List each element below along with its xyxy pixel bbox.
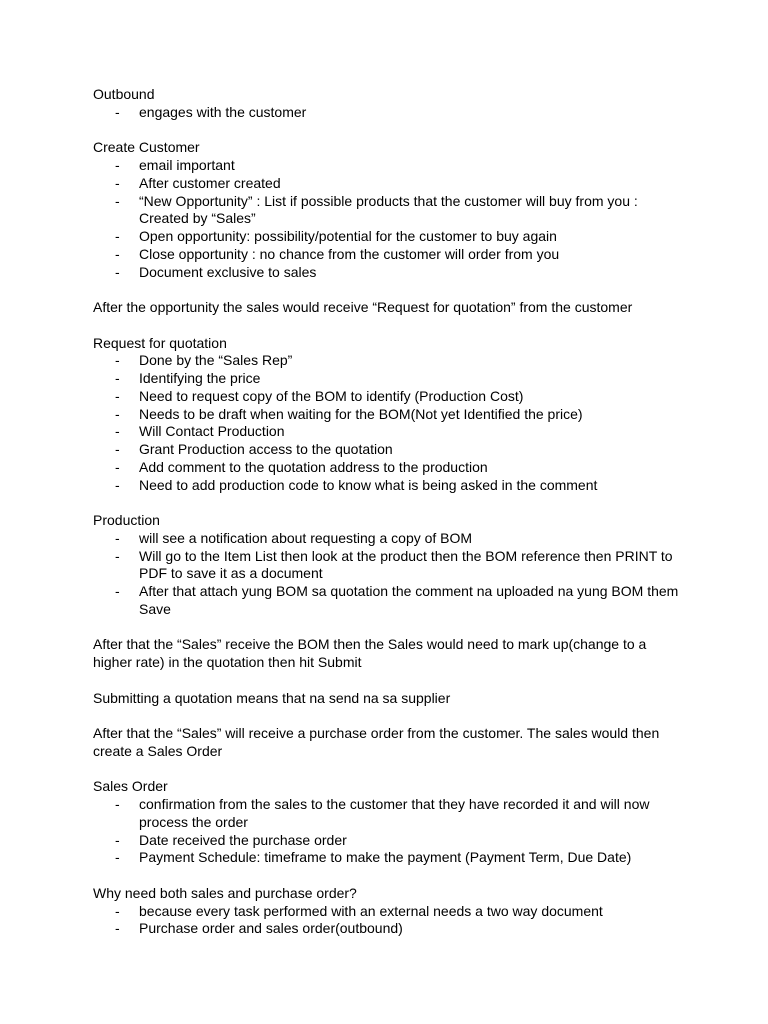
bullet-list [93, 157, 683, 281]
list-item-text: Needs to be draft when waiting for the BOM(Not yet Identified the price) [139, 405, 583, 422]
list-item-text: Payment Schedule: timeframe to make the payment (Payment Term, Due Date) [139, 849, 632, 866]
list-item [93, 459, 683, 477]
list-item [93, 903, 683, 921]
section [93, 512, 683, 619]
list-item-text: because every task performed with an external needs a two way document [139, 902, 603, 919]
list-item-text: “New Opportunity” : List if possible products that the customer will buy from you : Created by “Sales” [139, 192, 638, 227]
section-heading: Why need both sales and purchase order? [93, 884, 357, 901]
list-item [93, 849, 683, 867]
dash-bullet: - [115, 831, 120, 848]
bullet-list [93, 796, 683, 867]
list-item-text: confirmation from the sales to the customer that they have recorded it and will now process the order [139, 796, 650, 830]
list-item [93, 423, 683, 441]
list-item [93, 388, 683, 406]
list-item-text: Close opportunity : no chance from the customer will order from you [139, 245, 560, 262]
dash-bullet: - [115, 174, 120, 191]
section [93, 725, 683, 761]
list-item [93, 832, 683, 850]
list-item [93, 406, 683, 424]
list-item-text: Done by the “Sales Rep” [139, 352, 293, 369]
list-item-text: email important [139, 157, 235, 173]
list-item [93, 441, 683, 459]
dash-bullet: - [115, 458, 120, 475]
list-item-text: After that attach yung BOM sa quotation the comment na uploaded na yung BOM them Save [139, 583, 679, 617]
list-item [93, 104, 683, 122]
list-item [93, 583, 683, 619]
dash-bullet: - [115, 245, 120, 262]
section [93, 690, 683, 708]
list-item [93, 175, 683, 193]
list-item [93, 228, 683, 246]
section-heading: Request for quotation [93, 334, 227, 351]
section [93, 299, 683, 317]
dash-bullet: - [115, 228, 120, 244]
section [93, 778, 683, 867]
section-heading: Outbound [93, 86, 155, 102]
dash-bullet: - [115, 352, 120, 369]
list-item [93, 796, 683, 832]
list-item-text: engages with the customer [139, 103, 307, 120]
paragraph: After that the “Sales” receive the BOM then the Sales would need to mark up(change to a higher rate) in the quotation then hit Submit [93, 636, 647, 670]
section [93, 139, 683, 281]
document-body [93, 86, 683, 938]
dash-bullet: - [115, 405, 120, 422]
bullet-list [93, 530, 683, 619]
list-item-text: Need to add production code to know what is being asked in the comment [139, 476, 598, 493]
dash-bullet: - [115, 263, 120, 280]
list-item-text: will see a notification about requesting a copy of BOM [139, 529, 473, 546]
list-item-text: Need to request copy of the BOM to identify (Production Cost) [139, 387, 524, 404]
list-item [93, 370, 683, 388]
paragraph: Submitting a quotation means that na send na sa supplier [93, 689, 451, 706]
list-item [93, 530, 683, 548]
list-item [93, 246, 683, 264]
dash-bullet: - [115, 192, 120, 209]
dash-bullet: - [115, 370, 120, 386]
dash-bullet: - [115, 476, 120, 493]
list-item-text: Add comment to the quotation address to the production [139, 458, 488, 475]
dash-bullet: - [115, 583, 120, 599]
dash-bullet: - [115, 529, 120, 546]
dash-bullet: - [115, 902, 120, 919]
section-heading: Production [93, 512, 160, 528]
section-heading: Sales Order [93, 778, 168, 795]
dash-bullet: - [115, 103, 120, 120]
list-item [93, 352, 683, 370]
paragraph: After that the “Sales” will receive a purchase order from the customer. The sales would then create a Sales Order [93, 725, 660, 759]
list-item-text: Document exclusive to sales [139, 263, 317, 280]
dash-bullet: - [115, 796, 120, 812]
bullet-list [93, 352, 683, 494]
list-item-text: Purchase order and sales order(outbound) [139, 920, 403, 937]
list-item [93, 477, 683, 495]
section [93, 335, 683, 495]
list-item-text: Date received the purchase order [139, 831, 347, 848]
dash-bullet: - [115, 547, 120, 564]
list-item-text: Grant Production access to the quotation [139, 441, 393, 457]
list-item [93, 157, 683, 175]
dash-bullet: - [115, 157, 120, 173]
dash-bullet: - [115, 441, 120, 457]
list-item-text: Will Contact Production [139, 423, 285, 440]
dash-bullet: - [115, 423, 120, 440]
section [93, 885, 683, 938]
list-item [93, 548, 683, 584]
list-item [93, 920, 683, 938]
bullet-list [93, 104, 683, 122]
dash-bullet: - [115, 849, 120, 866]
list-item-text: Will go to the Item List then look at the product then the BOM reference then PRINT to PDF to save it as a document [139, 547, 673, 582]
section [93, 86, 683, 122]
list-item-text: Identifying the price [139, 370, 261, 386]
dash-bullet: - [115, 920, 120, 937]
paragraph: After the opportunity the sales would receive “Request for quotation” from the customer [93, 299, 633, 315]
section-heading: Create Customer [93, 139, 200, 156]
bullet-list [93, 903, 683, 939]
list-item [93, 264, 683, 282]
dash-bullet: - [115, 387, 120, 404]
list-item-text: Open opportunity: possibility/potential for the customer to buy again [139, 228, 557, 244]
list-item-text: After customer created [139, 174, 281, 191]
section [93, 636, 683, 672]
list-item [93, 193, 683, 229]
